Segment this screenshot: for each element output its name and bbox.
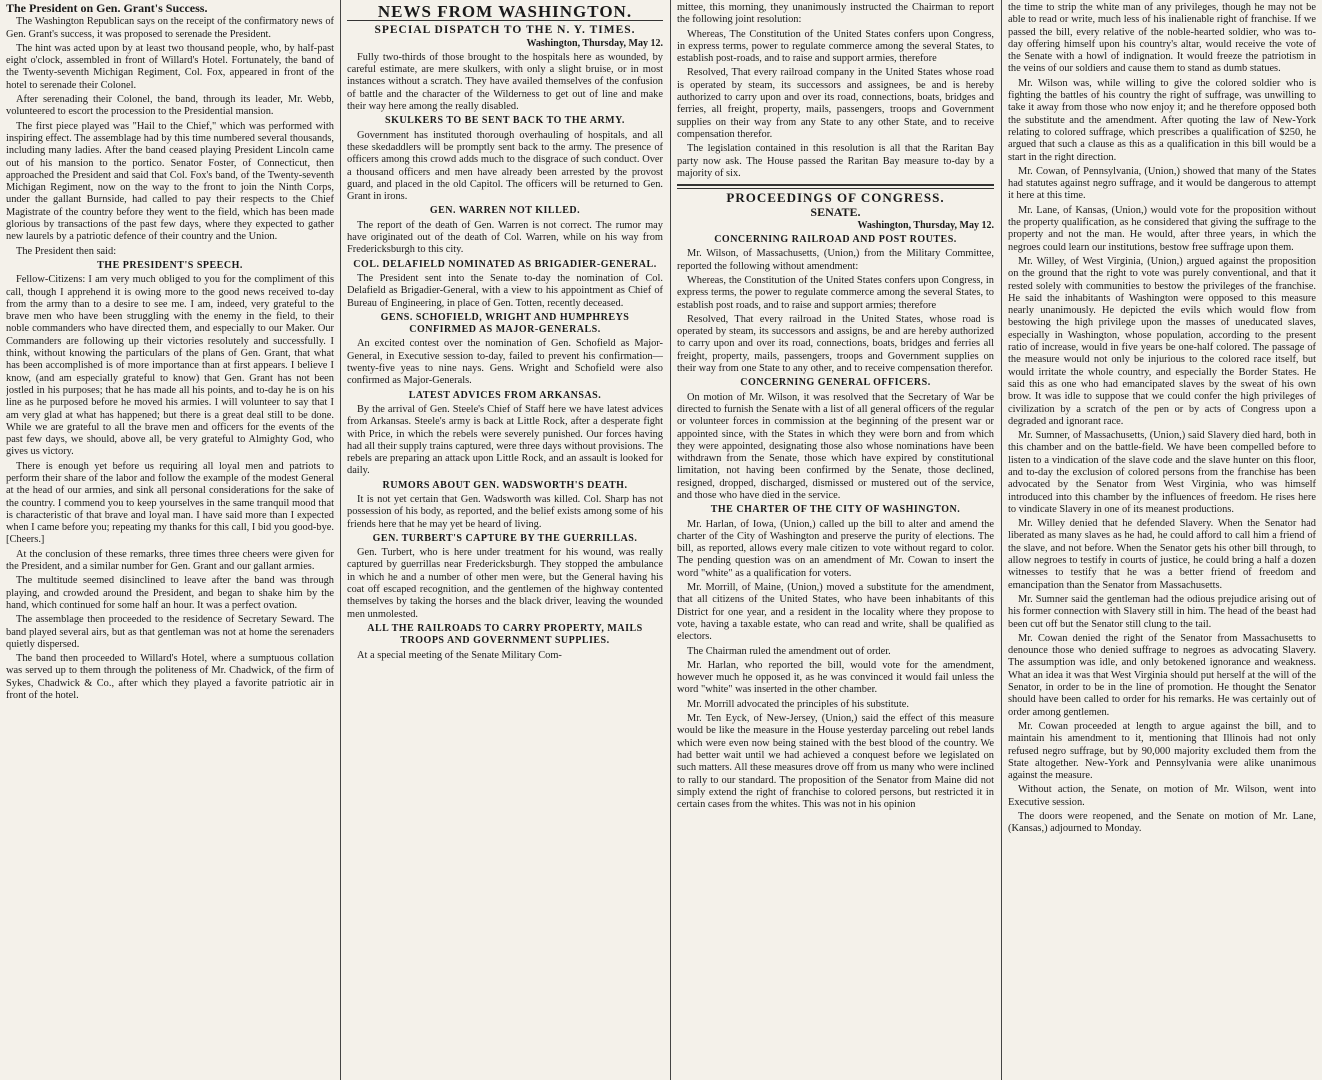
paragraph: Mr. Willey, of West Virginia, (Union,) argued against the proposition on the ground that the right to vote was purely conventional, and that it rested solely with communities to bestow the privileges of the franchise. He said the inhabitants of Washington were opposed to this measure nearly unanimously. He depicted the evils which would flow from bestowing the high privilege upon the masses of uneducated slaves, especially in Washington, whose population, according to the present ratio of increase, would in five years be one-half colored. The passage of the measure would not only be injurious to the colored race itself, but would irritate the whole country, and especially the Border States. He said this as one who had emancipated slaves by the sweat of his own brow. It was idle to suppose that we could confer the high privileges of civilization by a scratch of the pen or by acts of Congress upon a degraded and ignorant race. bbox=[1008, 255, 1316, 427]
article-headline: The President on Gen. Grant's Success. bbox=[6, 2, 208, 15]
paragraph: Mr. Sumner said the gentleman had the odious prejudice arising out of his former connection with Slavery still in him. The head of the beast had been cut off but the Senator still clung to the tail. bbox=[1008, 593, 1316, 630]
paragraph: Gen. Turbert, who is here under treatment for his wound, was really captured by guerrillas near Fredericksburgh. They stopped the ambulance in which he and a number of other men were, but the General having his coat off escaped recognition, and the gentlemen of the highway contented themselves by taking the horses and the black driver, leaving the wounded men unmolested. bbox=[347, 547, 663, 620]
column-rule bbox=[670, 0, 671, 1080]
column-rule bbox=[1001, 0, 1002, 1080]
paragraph: Mr. Wilson was, while willing to give the colored soldier who is fighting the battles of his country the right of suffrage, was unwilling to take it away from those who now enjoy it; and he therefore opposed both the substitute and the amendment. After quoting the law of New-York relating to colored suffrage, which prescribes a qualification of $250, he argued that such a clause as this as a qualification in this bill would be a start in the right direction. bbox=[1008, 77, 1316, 163]
paragraph: Mr. Ten Eyck, of New-Jersey, (Union,) said the effect of this measure would be like the measure in the House yesterday parceling out rebel lands which were even now being stained with the best blood of the country. We had better wait until we had achieved a conquest before we legislated on such matters. All these measures drove off from us many who were inclined to rally to our standard. The proposition of the Senator from Maine did not simply extend the right of franchise to colored persons, but restricted it in certain cases from the whites. This was not in his opinion bbox=[677, 713, 994, 811]
paragraph: Mr. Lane, of Kansas, (Union,) would vote for the proposition without the property qualification, as he considered that giving the suffrage to the property and not the man. He would, after three years, in which the negroes could learn our institutions, bestow free suffrage upon them. bbox=[1008, 204, 1316, 253]
paragraph: The President sent into the Senate to-day the nomination of Col. Delafield as Brigadier-General, with a view to his appointment as Chief of Bureau of Engineering, in place of Gen. Totten, recently deceased. bbox=[347, 272, 663, 309]
paragraph: Mr. Sumner, of Massachusetts, (Union,) said Slavery died hard, both in this chamber and on the battle-field. We have been compelled before to listen to a vindication of the slave code and the slave hunter on this floor, and to-day the exclusion of colored persons from the franchise has been advocated by the Senator from West Virginia, who was himself introduced into this chamber by the influences of freedom. He rises here to vindicate Slavery in one of its meanest productions. bbox=[1008, 430, 1316, 515]
masthead: NEWS FROM WASHINGTON. bbox=[347, 6, 663, 21]
column-1 bbox=[6, 2, 334, 1078]
paragraph: Mr. Cowan, of Pennsylvania, (Union,) showed that many of the States had statutes against negro suffrage, and it would be dangerous to attempt it here at this time. bbox=[1008, 165, 1316, 202]
column-rule bbox=[340, 0, 341, 1080]
paragraph: Whereas, The Constitution of the United States confers upon Congress, in express terms, power to regulate commerce among the several States, to establish post-roads, and to raise and support armies, therefore bbox=[677, 28, 994, 65]
paragraph: Mr. Morrill, of Maine, (Union,) moved a substitute for the amendment, that all citizens of the United States, who have been inhabitants of this District for one year, and a resident in the locality where they propose to vote, having a taxable estate, who can read and write, shall be qualified as electors. bbox=[677, 582, 994, 643]
section-heading: SKULKERS TO BE SENT BACK TO THE ARMY. bbox=[385, 115, 625, 127]
paragraph: The hint was acted upon by at least two thousand people, who, by half-past eight o'clock, assembled in front of Willard's Hotel. Fortunately, the band of the Twenty-seventh Michigan Regiment, Col. Fox, appeared in front of the hotel to serenade their Colonel. bbox=[6, 42, 334, 91]
section-heading: COL. DELAFIELD NOMINATED AS BRIGADIER-GENERAL. bbox=[353, 258, 657, 270]
paragraph: There is enough yet before us requiring all loyal men and patriots to perform their share of the labor and follow the example of the modest General at the head of our armies, and sink all personal considerations for the sake of the country. I commend you to keep yourselves in the same tranquil mood that is characteristic of that brave and loyal man. I have said more than I expected when I came before you; repeating my thanks for this call, I bid you good-bye. [Cheers.] bbox=[6, 460, 334, 546]
section-heading: ALL THE RAILROADS TO CARRY PROPERTY, MAILS TROOPS AND GOVERNMENT SUPPLIES. bbox=[367, 622, 643, 647]
column-4 bbox=[1008, 2, 1316, 1078]
paragraph: mittee, this morning, they unanimously instructed the Chairman to report the following joint resolution: bbox=[677, 2, 994, 26]
section-heading: CONCERNING GENERAL OFFICERS. bbox=[740, 377, 931, 389]
column-3 bbox=[677, 2, 994, 1078]
dateline: Washington, Thursday, May 12. bbox=[857, 219, 994, 231]
paragraph: The first piece played was "Hail to the Chief," which was performed with inspiring effect. The assemblage had by this time numbered several thousands, including many ladies. After the band ceased playing President Lincoln came out of his mansion to the portico. Senator Foster, of Connecticut, then approached the President and said that Col. Fox's band, of the Twenty-seventh Michigan Regiment, now on the way to the front to join the Ninth Corps, under the gallant Burnside, had called to pay their respects to the Chief Magistrate of the country before they went to the field, which has been made glorious by transactions of the past few days, where they expected to gather new laurels by a patriotic defence of their country and the Union. bbox=[6, 120, 334, 243]
paragraph: The Chairman ruled the amendment out of order. bbox=[687, 645, 891, 657]
section-heading: GENS. SCHOFIELD, WRIGHT AND HUMPHREYS CONFIRMED AS MAJOR-GENERALS. bbox=[380, 311, 630, 336]
section-divider bbox=[677, 184, 994, 189]
paragraph: The Washington Republican says on the receipt of the confirmatory news of Gen. Grant's success, it was proposed to serenade the President. bbox=[6, 16, 334, 40]
paragraph: Fellow-Citizens: I am very much obliged to you for the compliment of this call, though I apprehend it is owing more to the good news received to-day from the army than to a desire to see me. I am, indeed, very grateful to the brave men who have been struggling with the enemy in the field, to their noble commanders who have directed them, and especially to our Maker. Our Commanders are following up their victories resolutely and successfully. I think, without knowing the particulars of the plans of Gen. Grant, that what has been accomplished is of more importance than at first appears. I believe I know, (and am especially grateful to know) that Gen. Grant has not been jostled in his purposes; that he has made all his points, and to-day he is on his line as he purposed before he moved his armies. I will volunteer to say that I am very glad at what has happened; but there is a great deal still to be done. While we are grateful to all the brave men and officers for the events of the past few days, we should, above all, be very grateful to Almighty God, who gives us victory. bbox=[6, 274, 334, 458]
dateline: Washington, Thursday, May 12. bbox=[526, 37, 663, 49]
paragraph: The doors were reopened, and the Senate on motion of Mr. Lane, (Kansas,) adjourned to Monday. bbox=[1008, 811, 1316, 835]
paragraph: Mr. Harlan, of Iowa, (Union,) called up the bill to alter and amend the charter of the City of Washington and preserve the purity of elections. The bill, as reported, allows every male citizen to vote without regard to color. The pending question was on an amendment of Mr. Cowan to insert the word "white" as a qualification for voters. bbox=[677, 518, 994, 579]
paragraph: Without action, the Senate, on motion of Mr. Wilson, went into Executive session. bbox=[1008, 784, 1316, 808]
paragraph: Mr. Willey denied that he defended Slavery. When the Senator had liberated as many slaves as he had, he could afford to call him a friend of the slave, and not before. When the Senator gets his other bill through, to allow negroes to testify in courts of justice, he could bring a half a dozen witnesses to testify that he was a better friend of freedom and emancipation than the Senator from Massachusetts. bbox=[1008, 518, 1316, 591]
paragraph: The report of the death of Gen. Warren is not correct. The rumor may have originated out of the death of Col. Warren, while on his way from Fredericksburgh to this city. bbox=[347, 219, 663, 256]
section-heading: GEN. TURBERT'S CAPTURE BY THE GUERRILLAS. bbox=[372, 532, 638, 544]
paragraph: The legislation contained in this resolution is all that the Raritan Bay party now ask. The House passed the Raritan Bay measure to-day by a majority of six. bbox=[677, 143, 994, 179]
paragraph: After serenading their Colonel, the band, through its leader, Mr. Webb, volunteered to escort the procession to the Presidential mansion. bbox=[6, 94, 334, 118]
section-heading: RUMORS ABOUT GEN. WADSWORTH'S DEATH. bbox=[382, 479, 628, 491]
section-heading: GEN. WARREN NOT KILLED. bbox=[429, 205, 581, 217]
paragraph: Resolved, That every railroad company in the United States whose road is operated by steam, its successors and assignees, be and is hereby authorized to carry upon and over its road, connections, boats, bridges and ferries, all freight, property, mails, passengers, troops and Government supplies on their way from any State to any other State, and to receive compensation therefor. bbox=[677, 67, 994, 140]
column-2 bbox=[347, 2, 663, 1078]
paragraph: An excited contest over the nomination of Gen. Schofield as Major-General, in Executive session to-day, failed to prevent his confirmation—twenty-five yeas to nine nays. Gens. Wright and Schofield were also confirmed as Major-Generals. bbox=[347, 338, 663, 387]
section-heading: CONCERNING RAILROAD AND POST ROUTES. bbox=[714, 234, 957, 246]
paragraph: Whereas, the Constitution of the United States confers upon Congress, in express terms, the power to regulate commerce among the several States, to establish post roads, and to raise and support armies; therefore bbox=[677, 274, 994, 311]
paragraph: The band then proceeded to Willard's Hotel, where a sumptuous collation was served up to them through the politeness of Mr. Chadwick, of the firm of Sykes, Chadwick & Co., after which they played a favorite patriotic air in front of the hotel. bbox=[6, 653, 334, 702]
paragraph: Resolved, That every railroad in the United States, whose road is operated by steam, its successors and assigns, be and are hereby authorized to carry upon and over its road, connections, boats, bridges and ferries all freight, property, mails, passengers, troops and Government supplies on their way from one State to any other, and to receive compensation therefor. bbox=[677, 313, 994, 375]
paragraph: The President then said: bbox=[16, 245, 117, 257]
senate-heading: SENATE. bbox=[810, 205, 861, 220]
section-heading: THE PRESIDENT'S SPEECH. bbox=[97, 259, 243, 271]
paragraph: On motion of Mr. Wilson, it was resolved that the Secretary of War be directed to furnish the Senate with a list of all general officers of the regular or volunteer forces in commission at the beginning of the present war or appointed since, with the States in which they were born and from which they were appointed, designating those also whose nominations have been withdrawn from the Senate, those which have expired by constitutional limitation, not having been confirmed by the Senate, those declined, resigned, dropped, discharged, dismissed or mustered out of the service, and those who have died in the service. bbox=[677, 391, 994, 501]
paragraph: At a special meeting of the Senate Military Com- bbox=[357, 649, 562, 661]
section-heading: LATEST ADVICES FROM ARKANSAS. bbox=[408, 389, 602, 401]
paragraph: The assemblage then proceeded to the residence of Secretary Seward. The band played several airs, but as that gentleman was not at home the serenaders quietly dispersed. bbox=[6, 614, 334, 650]
paragraph: By the arrival of Gen. Steele's Chief of Staff here we have latest advices from Arkansas. Steele's army is back at Little Rock, after a desperate fight with Price, in which the rebels were severely punished. Our forces having had all their supply trains captured, were three days without provisions. The rebels are preparing an attack upon Little Rock, and an assault is looked for daily. bbox=[347, 403, 663, 477]
paragraph: The multitude seemed disinclined to leave after the band was through playing, and crowded around the President, and began to shake him by the hand, which continued for some half an hour. It was a perfect ovation. bbox=[6, 575, 334, 611]
dispatch-heading: SPECIAL DISPATCH TO THE N. Y. TIMES. bbox=[374, 24, 636, 37]
paragraph: Fully two-thirds of those brought to the hospitals here as wounded, by careful estimate, are mere skulkers, with only a slight bruise, or in most instances without a scratch. They have availed themselves of the confusion of battle and the character of the Wilderness to get out of line and make their way here among the really disabled. bbox=[347, 51, 663, 113]
paragraph: Mr. Cowan proceeded at length to argue against the bill, and to maintain his amendment to it, mentioning that Illinois had not only refused negro suffrage, but by 90,000 majority excluded them from the State altogether. New-York and Pennsylvania were alike unanimous against the measure. bbox=[1008, 720, 1316, 782]
paragraph: the time to strip the white man of any privileges, though he may not be able to read or write, much less of his inalienable right of franchise. If we passed the bill, every relative of the noble-hearted soldier, who was to-day offering himself upon his country's altar, would receive the vote of the Senate with a howl of indignation. It would freeze the patriotism in the veins of our soldiers and cause them to stand as dumb statues. bbox=[1008, 2, 1316, 75]
section-heading: THE CHARTER OF THE CITY OF WASHINGTON. bbox=[710, 504, 961, 516]
paragraph: Mr. Cowan denied the right of the Senator from Massachusetts to denounce those who denied suffrage to negroes as advocating Slavery. The assumption was idle, and only betokened ignorance and weakness. What an idea it was that West Virginia should put herself at the will of the Senator, in order to be in the line of promotion. He thought the Senator should have been called to order for his remarks. He was certainly out of order among gentlemen. bbox=[1008, 632, 1316, 718]
paragraph: Mr. Wilson, of Massachusetts, (Union,) from the Military Committee, reported the following without amendment: bbox=[677, 248, 994, 272]
paragraph: Government has instituted thorough overhauling of hospitals, and all these skedaddlers will be promptly sent back to the army. The presence of officers among this crowd adds much to the disgrace of such conduct. Over a thousand officers and men have already been arrested by the provost guard, and placed in the old Capitol. The officers will be returned to Gen. Grant in irons. bbox=[347, 129, 663, 203]
paragraph: At the conclusion of these remarks, three times three cheers were given for the President, and a similar number for Gen. Grant and our gallant armies. bbox=[6, 548, 334, 573]
section-title: PROCEEDINGS OF CONGRESS. bbox=[726, 190, 945, 206]
paragraph: Mr. Harlan, who reported the bill, would vote for the amendment, however much he opposed it, as he was convinced it would fail unless the word "white" was inserted in the other chamber. bbox=[677, 659, 994, 696]
paragraph: It is not yet certain that Gen. Wadsworth was killed. Col. Sharp has not possession of his body, as reported, and the belief exists among some of his friends here that he may yet be heard of living. bbox=[347, 493, 663, 530]
paragraph: Mr. Morrill advocated the principles of his substitute. bbox=[687, 698, 909, 710]
